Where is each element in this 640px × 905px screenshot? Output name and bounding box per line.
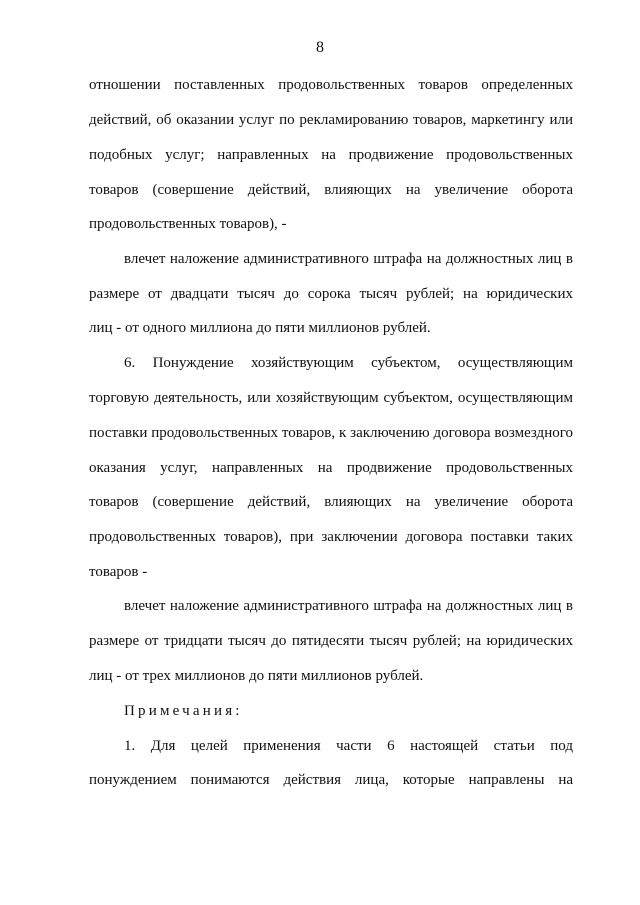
page-number: 8 [316, 39, 324, 56]
text-line: товаров - [89, 564, 148, 580]
text-line: продовольственных товаров), при заключении договора поставки таких [89, 529, 573, 545]
text-line: отношении поставленных продовольственных товаров определенных [89, 77, 573, 93]
text-line: 6. Понуждение хозяйствующим субъектом, осуществляющим [124, 355, 573, 371]
text-line: подобных услуг; направленных на продвижение продовольственных [89, 147, 573, 163]
text-line: продовольственных товаров), - [89, 216, 287, 232]
text-line: оказания услуг, направленных на продвижение продовольственных [89, 460, 573, 476]
text-line: действий, об оказании услуг по рекламированию товаров, маркетингу или [89, 112, 573, 128]
text-line: 1. Для целей применения части 6 настоящей статьи под [124, 738, 573, 754]
notes-heading: Примечания: [124, 703, 243, 719]
text-line: торговую деятельность, или хозяйствующим субъектом, осуществляющим [89, 390, 573, 406]
text-line: лиц - от трех миллионов до пяти миллионов рублей. [89, 668, 424, 684]
text-line: лиц - от одного миллиона до пяти миллионов рублей. [89, 320, 431, 336]
text-line: понуждением понимаются действия лица, которые направлены на [89, 772, 573, 788]
text-line: поставки продовольственных товаров, к заключению договора возмездного [89, 425, 573, 441]
text-line: влечет наложение административного штрафа на должностных лиц в [124, 598, 573, 614]
text-line: товаров (совершение действий, влияющих на увеличение оборота [89, 494, 573, 510]
text-line: влечет наложение административного штрафа на должностных лиц в [124, 251, 573, 267]
text-line: размере от тридцати тысяч до пятидесяти тысяч рублей; на юридических [89, 633, 573, 649]
text-line: товаров (совершение действий, влияющих на увеличение оборота [89, 182, 573, 198]
text-line: размере от двадцати тысяч до сорока тысяч рублей; на юридических [89, 286, 573, 302]
